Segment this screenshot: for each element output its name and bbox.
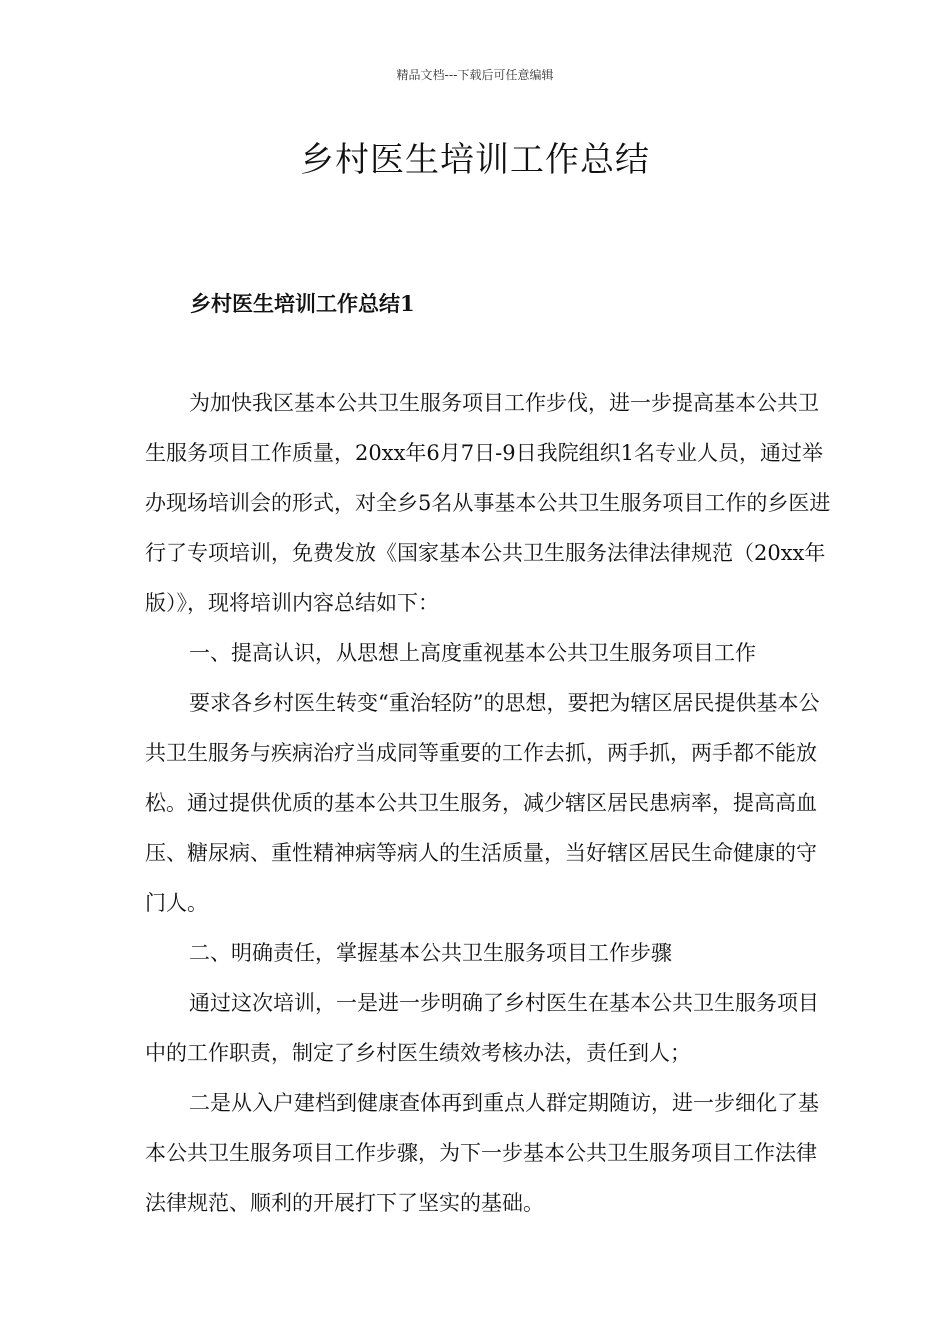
- header-note: 精品文档---下载后可任意编辑: [396, 68, 554, 82]
- document-body: [145, 378, 835, 1228]
- heading-one: 一、提高认识，从思想上高度重视基本公共卫生服务项目工作: [189, 641, 756, 665]
- paragraph-responsibility: 通过这次培训，一是进一步明确了乡村医生在基本公共卫生服务项目中的工作职责，制定了乡村医生绩效考核办法，责任到人；: [145, 991, 819, 1065]
- section-title: 乡村医生培训工作总结1: [190, 291, 415, 316]
- paragraph-steps: 二是从入户建档到健康查体再到重点人群定期随访，进一步细化了基本公共卫生服务项目工作步骤，为下一步基本公共卫生服务项目工作法律法律规范、顺利的开展打下了坚实的基础。: [145, 1091, 819, 1215]
- paragraph-intro: 为加快我区基本公共卫生服务项目工作步伐，进一步提高基本公共卫生服务项目工作质量，20xx年6月7日-9日我院组织1名专业人员，通过举办现场培训会的形式，对全乡5名从事基本公共卫生服务项目工作的乡医进行了专项培训，免费发放《国家基本公共卫生服务法律法律规范（20xx年版）》，现将培训内容总结如下：: [145, 391, 831, 615]
- document-title: 乡村医生培训工作总结: [300, 140, 650, 180]
- heading-two: 二、明确责任，掌握基本公共卫生服务项目工作步骤: [189, 941, 672, 965]
- paragraph-awareness: 要求各乡村医生转变“重治轻防”的思想，要把为辖区居民提供基本公共卫生服务与疾病治疗当成同等重要的工作去抓，两手抓，两手都不能放松。通过提供优质的基本公共卫生服务，减少辖区居民患病率，提高高血压、糖尿病、重性精神病等病人的生活质量，当好辖区居民生命健康的守门人。: [145, 691, 820, 915]
